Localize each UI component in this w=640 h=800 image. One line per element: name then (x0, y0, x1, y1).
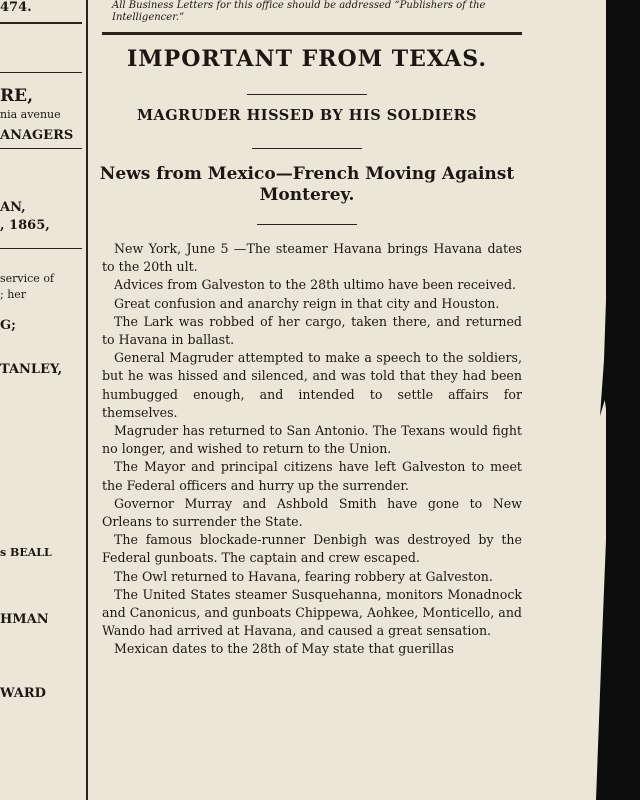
column-rule (0, 72, 82, 73)
left-column-line: G; (0, 318, 16, 333)
subheadline: MAGRUDER HISSED BY HIS SOLDIERS (136, 107, 477, 124)
article-paragraph: Great confusion and anarchy reign in that city and Houston. (114, 295, 500, 311)
left-column-line: service of (0, 272, 55, 285)
left-column (0, 0, 82, 800)
article-paragraph: General Magruder attempted to make a speech to the soldiers, but he was hissed and silenced, and was told that they had been humbugged enough, and intended to settle affairs for themselves. (102, 350, 522, 420)
header-rule (102, 32, 522, 35)
headline: IMPORTANT FROM TEXAS. (127, 46, 487, 72)
left-column-line: ANAGERS (0, 128, 74, 143)
short-rule (257, 224, 357, 225)
article-paragraph: Mexican dates to the 28th of May state that guerillas (114, 641, 454, 657)
article-paragraph: The United States steamer Susquehanna, monitors Monadnock and Canonicus, and gunboats Chippewa, Aohkee, Monticello, and Wando had arrived at Havana, and caused a great sensation. (102, 586, 522, 639)
article-paragraph: New York, June 5 —The steamer Havana brings Havana dates to the 20th ult. (102, 241, 522, 275)
article-paragraph: Advices from Galveston to the 28th ultimo have been received. (114, 277, 517, 293)
left-column-line: 474. (0, 0, 32, 15)
left-column-line: ; her (0, 288, 27, 301)
column-rule (0, 248, 82, 249)
column-divider (86, 0, 88, 800)
deck-headline: News from Mexico—French Moving Against Monterey. (99, 164, 515, 205)
left-column-line: , 1865, (0, 218, 50, 233)
article-paragraph: The Mayor and principal citizens have left Galveston to meet the Federal officers and hurry up the surrender. (102, 459, 522, 493)
column-rule (0, 22, 82, 24)
article-paragraph: The famous blockade-runner Denbigh was destroyed by the Federal gunboats. The captain and crew escaped. (102, 532, 522, 566)
article-paragraph: The Lark was robbed of her cargo, taken there, and returned to Havana in ballast. (102, 313, 522, 348)
short-rule (252, 148, 362, 149)
left-column-line: WARD (0, 686, 46, 701)
article-paragraph: The Owl returned to Havana, fearing robbery at Galveston. (114, 568, 493, 584)
article-body (102, 240, 522, 659)
left-column-line: HMAN (0, 612, 49, 627)
business-letters-note: All Business Letters for this office should be addressed “Publishers of the Intelligencer.” (112, 0, 486, 23)
article-paragraph: Magruder has returned to San Antonio. The Texans would fight no longer, and wished to return to the Union. (102, 423, 522, 457)
short-rule (247, 94, 367, 95)
left-column-line: nia avenue (0, 108, 61, 121)
left-column-line: RE, (0, 86, 34, 106)
left-column-line: TANLEY, (0, 362, 63, 377)
article-paragraph: Governor Murray and Ashbold Smith have gone to New Orleans to surrender the State. (102, 495, 522, 530)
column-rule (0, 148, 82, 149)
left-column-line: s BEALL (0, 546, 52, 559)
left-column-line: AN, (0, 200, 26, 215)
